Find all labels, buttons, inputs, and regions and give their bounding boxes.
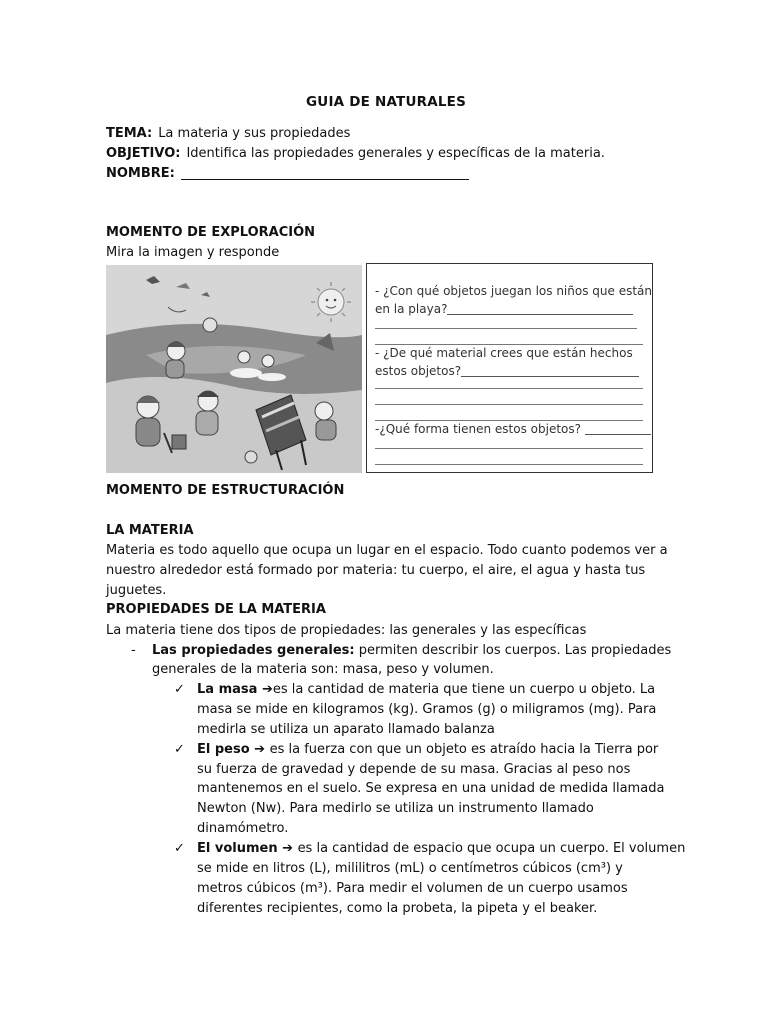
question-1-line2 bbox=[375, 302, 633, 316]
question-1-line1: - ¿Con qué objetos juegan los niños que están bbox=[375, 284, 652, 298]
answer-line[interactable] bbox=[375, 464, 643, 465]
question-2-label: estos objetos? bbox=[375, 364, 462, 378]
tema-label: TEMA: bbox=[106, 126, 153, 141]
propiedades-heading: PROPIEDADES DE LA MATERIA bbox=[106, 602, 326, 617]
beach-illustration bbox=[106, 265, 362, 473]
peso-line: dinamómetro. bbox=[197, 821, 289, 836]
masa-line bbox=[197, 680, 655, 700]
tema-value: La materia y sus propiedades bbox=[158, 126, 351, 141]
materia-paragraph-line: nuestro alrededor está formado por materia: tu cuerpo, el aire, el agua y hasta tus bbox=[106, 563, 646, 578]
peso-line bbox=[197, 740, 658, 760]
checkmark-icon: ✓ bbox=[174, 841, 185, 856]
volumen-term: El volumen bbox=[197, 841, 278, 856]
generales-term: Las propiedades generales: bbox=[152, 643, 355, 658]
answer-line[interactable] bbox=[375, 388, 643, 389]
volumen-line bbox=[197, 839, 685, 859]
answer-3-blank[interactable] bbox=[585, 422, 651, 435]
question-2-line1: - ¿De qué material crees que están hechos bbox=[375, 346, 633, 360]
checkmark-icon: ✓ bbox=[174, 682, 185, 697]
nombre-field[interactable] bbox=[181, 165, 469, 180]
volumen-line: diferentes recipientes, como la probeta, la pipeta y el beaker. bbox=[197, 901, 598, 916]
generales-line bbox=[152, 641, 671, 661]
answer-line[interactable] bbox=[375, 448, 643, 449]
answer-line[interactable] bbox=[375, 344, 643, 345]
volumen-text: es la cantidad de espacio que ocupa un cuerpo. El volumen bbox=[297, 841, 686, 856]
arrow-icon: ➔ bbox=[257, 682, 273, 697]
peso-line: mantenemos en el suelo. Se expresa en una unidad de medida llamada bbox=[197, 781, 665, 796]
peso-line: Newton (Nw). Para medirlo se utiliza un instrumento llamado bbox=[197, 801, 594, 816]
page-title: GUIA DE NATURALES bbox=[306, 94, 467, 110]
peso-line: su fuerza de gravedad y depende de su masa. Gracias al peso nos bbox=[197, 762, 631, 777]
exploracion-heading: MOMENTO DE EXPLORACIÓN bbox=[106, 225, 316, 240]
answer-line[interactable] bbox=[375, 420, 643, 421]
answer-2-blank[interactable] bbox=[461, 364, 639, 377]
nombre-label: NOMBRE: bbox=[106, 166, 175, 181]
generales-text: permiten describir los cuerpos. Las propiedades bbox=[354, 643, 672, 658]
arrow-icon: ➔ bbox=[277, 841, 298, 856]
objetivo-value: Identifica las propiedades generales y específicas de la materia. bbox=[186, 146, 605, 161]
estructuracion-heading: MOMENTO DE ESTRUCTURACIÓN bbox=[106, 483, 345, 498]
arrow-icon: ➔ bbox=[249, 742, 270, 757]
checkmark-icon: ✓ bbox=[174, 742, 185, 757]
answer-line[interactable] bbox=[375, 328, 637, 329]
list-dash: - bbox=[131, 643, 136, 658]
masa-term: La masa bbox=[197, 682, 258, 697]
volumen-line: se mide en litros (L), mililitros (mL) o centímetros cúbicos (cm³) y bbox=[197, 861, 623, 876]
questions-box bbox=[366, 263, 653, 473]
objetivo-label: OBJETIVO: bbox=[106, 146, 181, 161]
question-3-line bbox=[375, 422, 651, 436]
nombre-row bbox=[106, 164, 469, 184]
materia-paragraph-line: juguetes. bbox=[106, 583, 167, 598]
masa-text: es la cantidad de materia que tiene un cuerpo u objeto. La bbox=[272, 682, 656, 697]
masa-line: masa se mide en kilogramos (kg). Gramos (g) o miligramos (mg). Para bbox=[197, 702, 657, 717]
peso-text: es la fuerza con que un objeto es atraído hacia la Tierra por bbox=[269, 742, 659, 757]
answer-1-blank[interactable] bbox=[447, 302, 633, 315]
masa-line: medirla se utiliza un aparato llamado balanza bbox=[197, 722, 495, 737]
exploracion-instruction: Mira la imagen y responde bbox=[106, 245, 280, 260]
volumen-line: metros cúbicos (m³). Para medir el volumen de un cuerpo usamos bbox=[197, 881, 628, 896]
question-2-line2 bbox=[375, 364, 639, 378]
answer-line[interactable] bbox=[375, 404, 643, 405]
question-3-label: -¿Qué forma tienen estos objetos? bbox=[375, 422, 582, 436]
materia-heading: LA MATERIA bbox=[106, 523, 194, 538]
tema-row bbox=[106, 124, 350, 144]
peso-term: El peso bbox=[197, 742, 250, 757]
generales-line: generales de la materia son: masa, peso y volumen. bbox=[152, 662, 494, 677]
materia-paragraph-line: Materia es todo aquello que ocupa un lugar en el espacio. Todo cuanto podemos ver a bbox=[106, 543, 668, 558]
objetivo-row bbox=[106, 144, 605, 164]
propiedades-intro: La materia tiene dos tipos de propiedades: las generales y las específicas bbox=[106, 623, 587, 638]
question-1-label: en la playa? bbox=[375, 302, 448, 316]
